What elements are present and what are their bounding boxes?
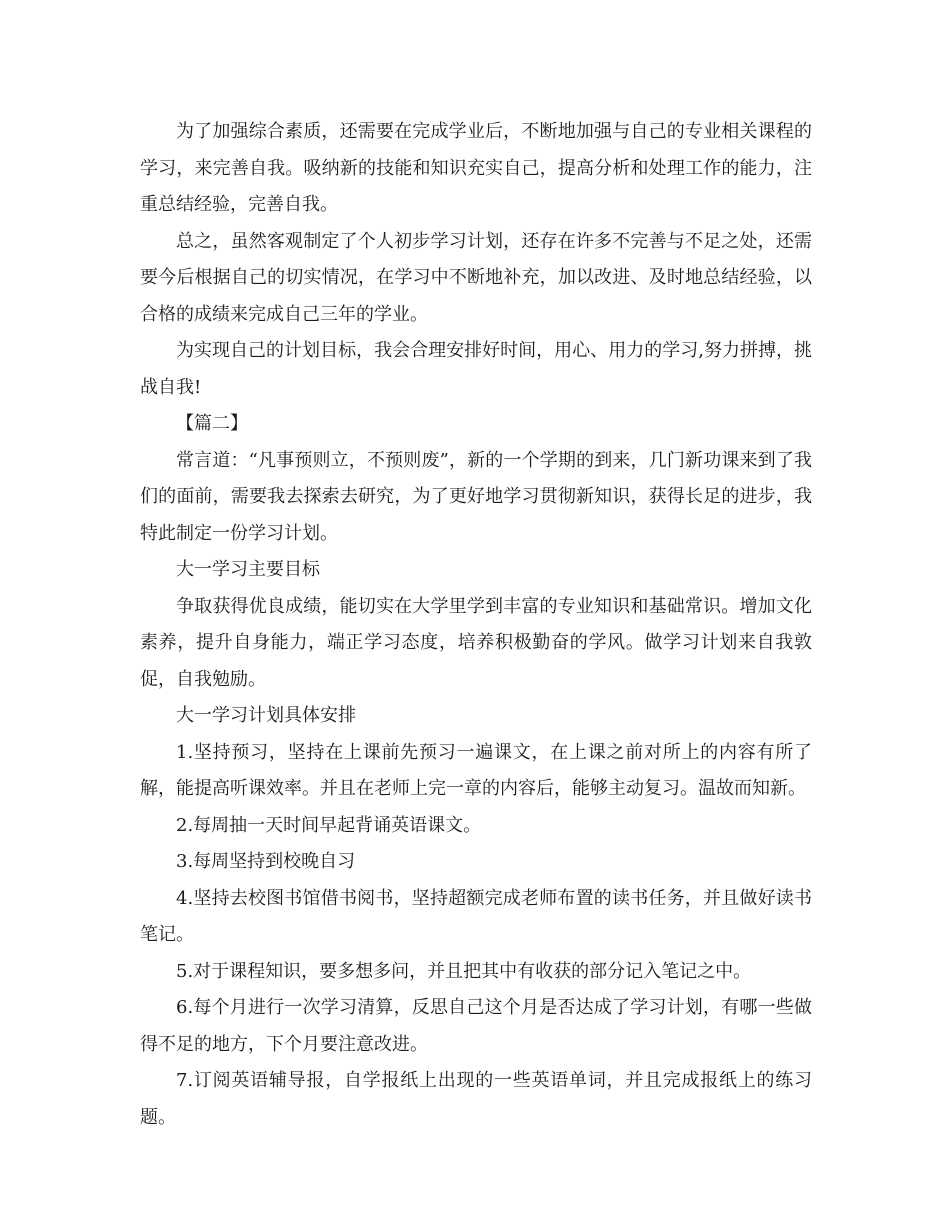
list-item: 5.对于课程知识，要多想多问，并且把其中有收获的部分记入笔记之中。 bbox=[176, 960, 752, 982]
subheading: 大一学习主要目标 bbox=[176, 559, 320, 580]
paragraph: 常言道：“凡事预则立，不预则废”，新的一个学期的到来，几门新功课来到了我们的面前，需要我去探索去研究，为了更好地学习贯彻新知识，获得长足的进步，我特此制定一份学习计划。 bbox=[140, 449, 812, 544]
list-item: 7.订阅英语辅导报，自学报纸上出现的一些英语单词，并且完成报纸上的练习题。 bbox=[140, 1070, 812, 1128]
list-item: 4.坚持去校图书馆借书阅书，坚持超额完成老师布置的读书任务，并且做好读书笔记。 bbox=[140, 887, 812, 945]
list-item: 6.每个月进行一次学习清算，反思自己这个月是否达成了学习计划，有哪一些做得不足的地方，下个月要注意改进。 bbox=[140, 997, 812, 1055]
paragraph: 为了加强综合素质，还需要在完成学业后，不断地加强与自己的专业相关课程的学习，来完善自我。吸纳新的技能和知识充实自己，提高分析和处理工作的能力，注重总结经验，完善自我。 bbox=[140, 121, 812, 215]
list-item: 3.每周坚持到校晚自习 bbox=[176, 851, 356, 872]
document-body bbox=[140, 114, 812, 1136]
subheading: 大一学习计划具体安排 bbox=[176, 705, 356, 726]
paragraph: 总之，虽然客观制定了个人初步学习计划，还存在许多不完善与不足之处，还需要今后根据自己的切实情况，在学习中不断地补充，加以改进、及时地总结经验，以合格的成绩来完成自己三年的学业。 bbox=[140, 230, 812, 325]
paragraph: 争取获得优良成绩，能切实在大学里学到丰富的专业知识和基础常识。增加文化素养，提升自身能力，端正学习态度，培养积极勤奋的学风。做学习计划来自我敦促，自我勉励。 bbox=[140, 595, 812, 690]
paragraph: 为实现自己的计划目标，我会合理安排好时间，用心、用力的学习,努力拼搏，挑战自我! bbox=[140, 340, 812, 398]
section-heading: 【篇二】 bbox=[176, 413, 248, 434]
list-item: 2.每周抽一天时间早起背诵英语课文。 bbox=[176, 814, 482, 836]
list-item: 1.坚持预习，坚持在上课前先预习一遍课文，在上课之前对所上的内容有所了解，能提高听课效率。并且在老师上完一章的内容后，能够主动复习。温故而知新。 bbox=[140, 741, 812, 799]
